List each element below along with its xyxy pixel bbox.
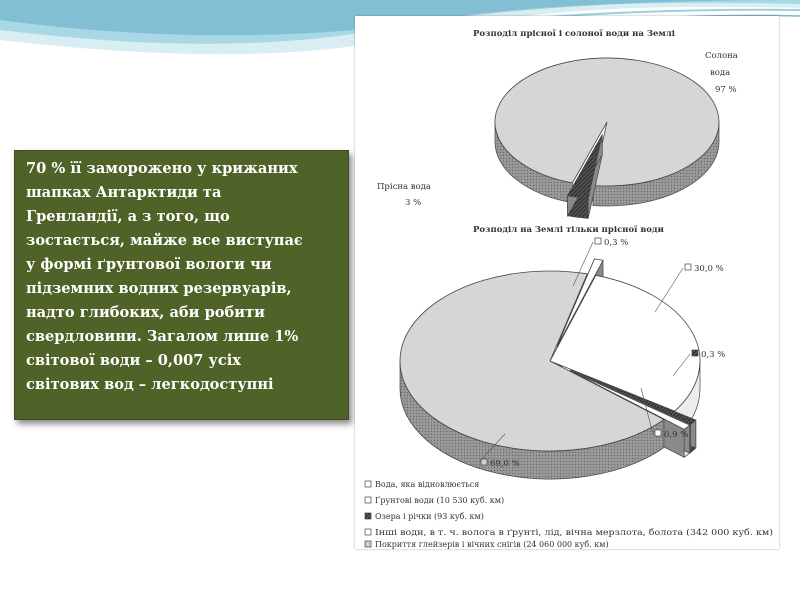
legend-label: Вода, яка відновлюється [375, 480, 480, 489]
slice-label: 3 % [405, 198, 422, 208]
legend-label: Ґрунтові води (10 530 куб. км) [375, 496, 505, 505]
text-line: 70 % її заморожено у крижаних [26, 160, 298, 177]
text-line: Гренландії, а з того, що [26, 208, 230, 225]
pie-chart-fresh-water [400, 242, 700, 479]
slice-label: 0,9 % [664, 430, 689, 440]
pie-chart-salt-fresh [495, 58, 719, 218]
legend-item [365, 540, 609, 549]
slice-label: 97 % [715, 85, 737, 95]
text-line: зостається, майже все виступає [26, 232, 303, 249]
legend-item [365, 512, 484, 521]
leader-line [655, 268, 683, 312]
slice-label: 30,0 % [694, 264, 724, 274]
slice-label: 0,3 % [604, 238, 629, 248]
slice-label-group [595, 238, 628, 248]
legend-item [365, 496, 504, 505]
text-box [14, 150, 349, 420]
text-line: надто глибоких, аби робити [26, 304, 265, 321]
slice-label: вода [710, 68, 731, 78]
legend-label: Інші води, в т. ч. волога в ґрунті, лід, вічна мерзлота, болота (342 000 куб. км) [375, 528, 773, 537]
slice-label: 0,3 % [701, 350, 726, 360]
text-line: світової води – 0,007 усіх [26, 352, 241, 369]
slice-label: Прісна вода [377, 182, 431, 192]
legend-item [365, 528, 773, 537]
text-line: свердловини. Загалом лише 1% [26, 328, 299, 345]
chart-panel [355, 16, 779, 549]
text-line: підземних водних резервуарів, [26, 280, 292, 297]
legend-item [365, 480, 479, 489]
text-line: у формі ґрунтової вологи чи [26, 256, 272, 273]
text-line: шапках Антарктиди та [26, 184, 222, 201]
slice-label: Солона [705, 51, 738, 61]
legend [365, 480, 773, 549]
charts-svg [355, 16, 779, 549]
chart-title: Розподіл на Землі тільки прісної води [473, 225, 664, 235]
chart-title: Розподіл прісної і солоної води на Землі [473, 29, 675, 39]
legend-label: Покриття глейзерів і вічних снігів (24 060 000 куб. км) [375, 540, 609, 549]
slice-label-group [685, 264, 724, 274]
legend-label: Озера і річки (93 куб. км) [375, 512, 484, 521]
pie-slice [495, 58, 719, 206]
slice-label: 69,0 % [490, 459, 520, 469]
text-line: світових вод – легкодоступні [26, 376, 274, 393]
